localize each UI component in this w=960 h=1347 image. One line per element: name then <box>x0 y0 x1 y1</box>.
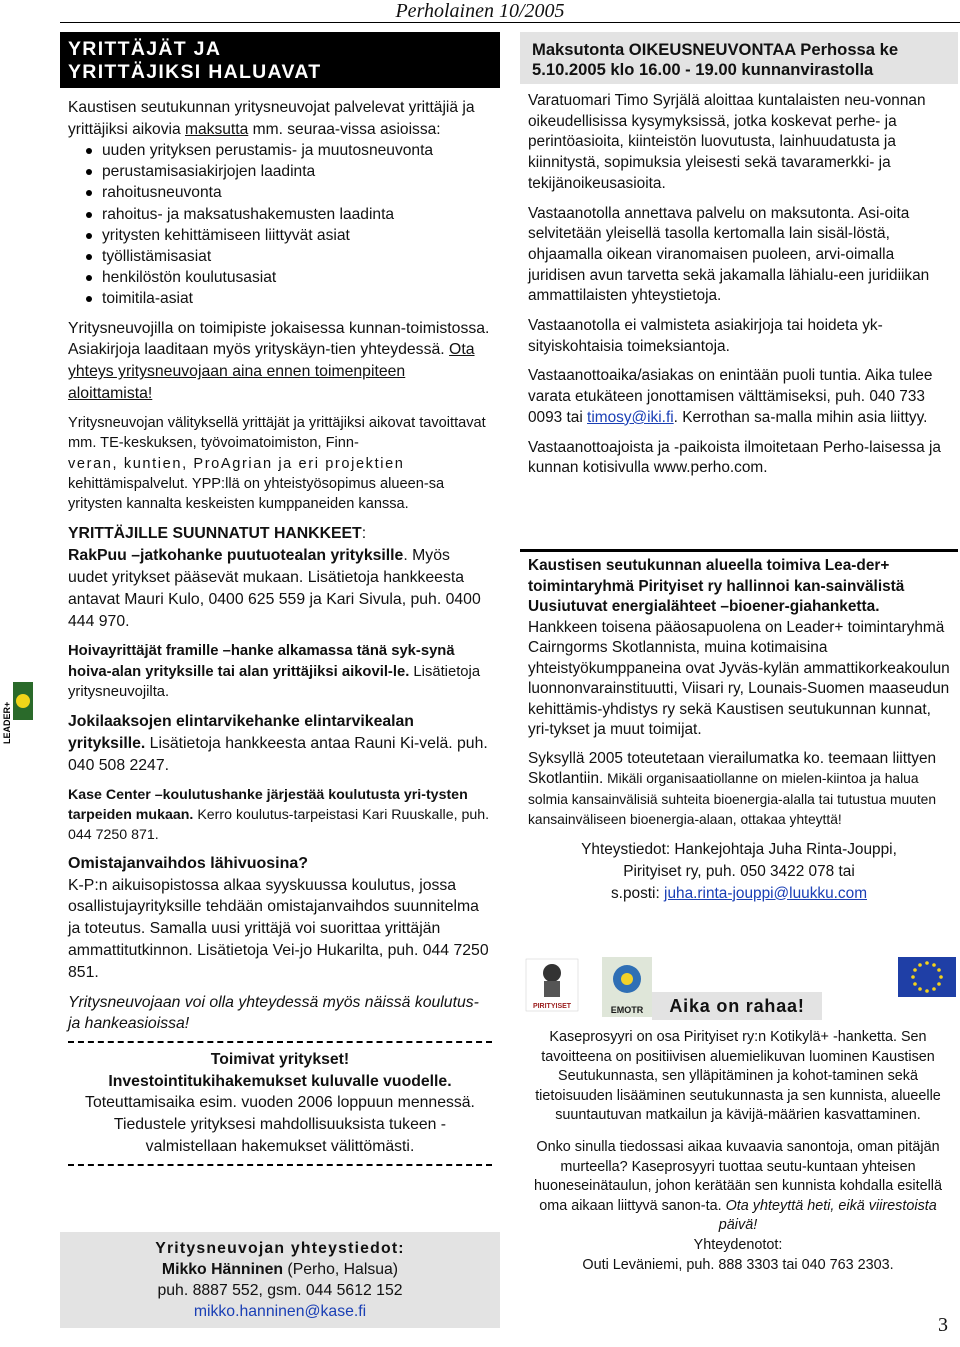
intro-text-a: Kaustisen seutukunnan yritysneuvojat palvelevat yrittäjiä ja yrittäjiksi aikovia <box>68 99 475 138</box>
pirityiset-logo-text: PIRITYISET <box>532 1003 572 1010</box>
leader-article <box>528 556 950 905</box>
leader-contact-email-label: s.posti: <box>610 884 665 902</box>
aika-on-rahaa-banner: Aika on rahaa! <box>652 992 822 1020</box>
legal-p4-text: Vastaanottoaika/asiakas on enintään puoli tuntia. Aika tulee varata etukäteen jonottamisen välttämiseksi, puh. 040 733 0093 tai <box>528 367 933 426</box>
kase-call-to-action: Ota yhteyttä heti, eikä viirestoista päivä! <box>718 1197 937 1234</box>
rakpuu-paragraph <box>68 523 492 633</box>
leader-side-logo <box>0 660 34 746</box>
hoiva-text: Lisätietoja yritysneuvojilta. <box>68 663 481 701</box>
legal-p3: Vastaanotolla ei valmisteta asiakirjoja tai hoideta yk-sityiskohtaisia toimeksiantoja. <box>528 317 883 355</box>
dashed-divider-bottom <box>68 1164 492 1166</box>
legal-p4-tail: . Kerrothan sa-malla mihin asia liittyy. <box>673 408 928 426</box>
leader-email-link[interactable]: juha.rinta-jouppi@luukku.com <box>664 884 868 902</box>
header-rule <box>60 22 960 23</box>
legal-p2: Vastaanotolla annettava palvelu on maksutonta. Asi-oita selvitetään yleisellä tasolla kertomalla lain sisäl-löstä, ohjaamalla oikean viranomaisen puoleen, arvi-oimalla juridisen avun tarvetta sekä jakamalla lähialu-een juridiikan ammattilaisten yhteystietoja. <box>528 204 930 305</box>
page-header-title: Perholainen 10/2005 <box>395 0 565 22</box>
list-item: henkilöstön koulutusasiat <box>86 267 492 288</box>
kase-p2 <box>530 1138 946 1236</box>
legal-p1: Varatuomari Timo Syrjälä aloittaa kuntalaisten neu-vonnan oikeudellisissa kysymyksissä, jotka koskevat perhe- ja perintöasioita, kiinteistön luovutusta, lainhuudatusta ja kiinnitystä, sopimuksia yleisesti sekä tavaramerkki- ja tekijänoikeusasioita. <box>528 92 926 192</box>
pirityiset-logo <box>526 959 578 1011</box>
list-item: työllistämisasiat <box>86 246 492 267</box>
kase-p2-text: Onko sinulla tiedossasi aikaa kuvaavia sanontoja, oman pitäjän murteella? Kaseprosyyri tuottaa seutu-kuntaan yhteisen huoneseinätaulun, johon kerätään sen kunnista kohdalla esitellä oma aikaan liittyvä sanon-ta. <box>533 1138 943 1214</box>
contact-phone: puh. 8887 552, gsm. 044 5612 152 <box>157 1282 403 1299</box>
office-paragraph <box>68 318 492 405</box>
toimivat-title: Toimivat yritykset! <box>210 1050 350 1068</box>
kase-p4: Outi Leväniemi, puh. 888 3303 tai 040 763 2303. <box>582 1256 894 1273</box>
trip-text: Syksyllä 2005 toteutetaan vierailumatka ko. teemaan liittyen Skotlantiin. <box>528 749 937 787</box>
advisor-contact-box <box>60 1232 500 1328</box>
service-list <box>68 140 492 310</box>
left-body <box>60 88 500 1166</box>
partners-text-b: veran, kuntien, ProAgrian ja eri projektien <box>68 455 405 472</box>
toimivat-box <box>68 1043 492 1158</box>
contact-email[interactable]: mikko.hanninen@kase.fi <box>193 1303 367 1320</box>
left-title-box <box>60 32 500 88</box>
legal-p5: Vastaanottoajoista ja -paikoista ilmoitetaan Perho-laisessa ja kunnan kotisivulla www.perho.com. <box>528 438 941 477</box>
joki-text: Lisätietoja hankkeesta antaa Rauni Ki-velä. puh. 040 508 2247. <box>68 735 488 774</box>
leader-logo-sun <box>16 694 30 708</box>
hoiva-title: Hoivayrittäjät framille –hanke alkamassa tänä syk-synä hoiva-alan yrityksille tai alan yrittäjiksi aikovil-le. <box>68 642 455 680</box>
kase-center-title: Kase Center –koulutushanke järjestää koulutusta yri-tysten tarpeiden mukaan. <box>68 786 468 823</box>
intro-paragraph <box>68 97 492 140</box>
closing-note: Yritysneuvojaan voi olla yhteydessä myös näissä koulutus- ja hankeasioissa! <box>68 993 479 1033</box>
partners-text-c: kehittämispalvelut. YPP:llä on yhteistyösopimus alueen-sa yritysten kannalta keskeisten kumppaneiden kanssa. <box>68 476 445 513</box>
left-title-line1: YRITTÄJÄT JA <box>68 38 222 60</box>
partners-paragraph <box>68 413 492 515</box>
list-item: rahoitus- ja maksatushakemusten laadinta <box>86 204 492 225</box>
hankkeet-heading: YRITTÄJILLE SUUNNATUT HANKKEET <box>68 524 362 542</box>
contact-advice: Ota yhteys yritysneuvojaan aina ennen toimenpiteen aloittamista! <box>68 341 475 403</box>
leader-p1 <box>528 556 950 741</box>
joki-title: Jokilaaksojen elintarvikehanke elintarvikealan yrityksille. <box>68 713 414 753</box>
left-column <box>60 32 500 1166</box>
kase-center-text: Kerro koulutus-tarpeistasi Kari Ruuskalle, puh. 044 7250 871. <box>68 806 490 843</box>
legal-advice-body <box>520 84 958 479</box>
joki-paragraph <box>68 711 492 776</box>
omistaja-heading: Omistajanvaihdos lähivuosina? <box>68 854 309 872</box>
legal-email-link[interactable]: timosy@iki.fi <box>587 408 674 426</box>
leader-headline: Kaustisen seutukunnan alueella toimiva Lea-der+ toimintaryhmä Pirityiset ry hallinnoi kan-sainvälistä Uusiutuvat energialähteet –bioener-giahanketta. <box>528 557 905 615</box>
kase-p1: Kaseprosyyri on osa Pirityiset ry:n Kotikylä+ -hanketta. Sen tavoitteena on positiivisen aluemielikuvan luominen Kaustisen Seutukunnasta, sen ylläpitäminen ja kohot-taminen sekä tietoisuuden lisääminen seutukunnasta ja sen kunnista, alueelle suuntautuvan matkailun ja kävijä-määrien kasvattaminen. <box>535 1029 941 1124</box>
contact-heading: Yritysneuvojan yhteystiedot: <box>155 1240 405 1257</box>
kaseprosyyri-article <box>530 1028 946 1287</box>
legal-p4 <box>528 366 946 428</box>
right-divider <box>520 549 958 552</box>
hankkeet-colon: : <box>361 524 367 542</box>
kase-center-paragraph <box>68 785 492 845</box>
partners-text-a: Yritysneuvojan välityksellä yrittäjät ja yrittäjiksi aikovat tavoittavat mm. TE-keskuksen, työvoimatoimiston, Finn- <box>68 414 486 452</box>
intro-text-b: mm. seuraa-vissa asioissa: <box>248 120 441 138</box>
contact-name-line <box>60 1259 500 1280</box>
list-item: perustamisasiakirjojen laadinta <box>86 161 492 182</box>
investointi-title: Investointitukihakemukset kuluvalle vuodelle. <box>108 1072 452 1090</box>
rakpuu-text: . Myös uudet yritykset pääsevät mukaan. Lisätietoja hankkeesta antavat Mauri Kulo, 0400 625 559 ja Kari Sivula, puh. 0400 444 970. <box>68 546 481 630</box>
rakpuu-title: RakPuu –jatkohanke puutuotealan yrityksille <box>68 546 404 564</box>
legal-advice-heading: Maksutonta OIKEUSNEUVONTAA Perhossa ke 5.10.2005 klo 16.00 - 19.00 kunnanvirastolla <box>520 32 958 84</box>
contact-area: (Perho, Halsua) <box>283 1261 399 1278</box>
right-column <box>520 32 958 488</box>
list-item: toimitila-asiat <box>86 288 492 309</box>
list-item: uuden yrityksen perustamis- ja muutosneuvonta <box>86 140 492 161</box>
leader-side-logo-text: LEADER+ <box>2 701 12 744</box>
kase-p3: Yhteydenotot: <box>693 1236 783 1253</box>
toimivat-text: Toteuttamisaika esim. vuoden 2006 loppuun mennessä. Tiedustele yrityksesi mahdollisuuksista tukeen - valmistellaan hakemukset välittömästi. <box>85 1094 475 1155</box>
contact-name: Mikko Hänninen <box>161 1261 284 1278</box>
office-text: Yritysneuvojilla on toimipiste jokaisessa kunnan-toimistossa. Asiakirjoja laaditaan myös yrityskäyn-tien yhteydessä. <box>68 319 490 359</box>
leader-contact-line2: Pirityiset ry, puh. 050 3422 078 tai <box>623 862 855 880</box>
omistaja-text: K-P:n aikuisopistossa alkaa syyskuussa koulutus, jossa osallistujayrityksille tehdään omistajanvaihdos suunnitelma ja toteutus. Samalla uusi yrittäjä voi suorittaa yrittäjän ammattitutkinnon. Lisätietoja Vei-jo Hukarilta, puh. 044 7250 851. <box>68 876 489 981</box>
emotr-logo <box>602 957 652 1017</box>
leader-contact <box>528 839 950 905</box>
leader-p2 <box>528 749 950 831</box>
leader-text: Hankkeen toisena pääosapuolena on Leader+ toimintaryhmä Cairngorms Skotlannista, muina kotimaisina yhteistyökumppaneina ovat Jyväs-kylän ammattikorkeakoulun luonnonvarainstituutti, Viisari ry, Lounais-Suomen maaseudun kehittämis-yhdistys ry sekä Kaustisen seutukunnan kunnat, yri-tykset ja muut toimijat. <box>528 618 950 738</box>
emotr-logo-text: EMOTR <box>610 1005 644 1015</box>
trip-small-text: Mikäli organisaatiollanne on mielen-kiintoa ja halua solmia kansainvälisiä suhteita bioenergia-alalla tai tutustua muuten kansainväliseen bioenergia-alaan, ottakaa yhteyttä! <box>528 771 937 827</box>
list-item: rahoitusneuvonta <box>86 182 492 203</box>
hoiva-paragraph <box>68 641 492 703</box>
left-title-line2: YRITTÄJIKSI HALUAVAT <box>68 61 322 83</box>
leader-contact-line1: Yhteystiedot: Hankejohtaja Juha Rinta-Jouppi, <box>581 840 897 858</box>
list-item: yritysten kehittämiseen liittyvät asiat <box>86 225 492 246</box>
page-number: 3 <box>938 1314 948 1336</box>
eu-flag-icon <box>898 957 956 997</box>
intro-free-word: maksutta <box>184 120 249 138</box>
